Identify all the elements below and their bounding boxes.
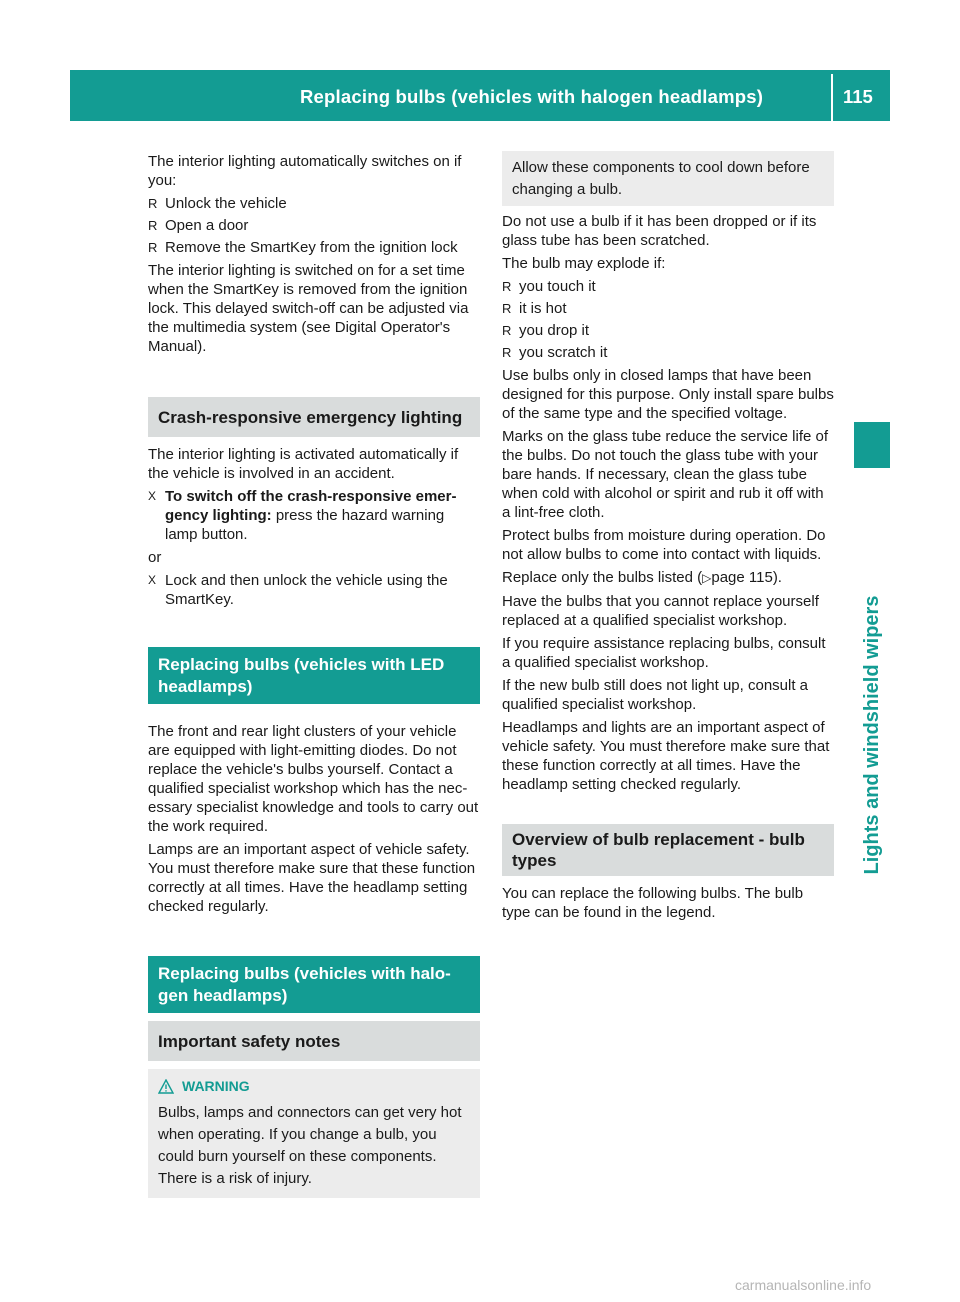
list-item: R Unlock the vehicle [148,195,287,212]
page-ref-icon: ▷ [702,571,712,585]
section-tab-marker [854,422,890,468]
instruction-step [148,571,480,609]
step-label: To switch off the crash-responsive emergency lighting: [165,488,457,524]
explode-intro-text: The bulb may explode if: [502,255,666,272]
explode-list [502,277,834,362]
intro-list [148,194,480,257]
overview-text: You can replace the following bulbs. The bulb type can be found in the legend. [502,885,804,921]
list-item: R you touch it [502,278,596,295]
list-item: R it is hot [502,300,567,317]
new-bulb-text: If the new bulb still does not light up, consult a qualified specialist workshop. [502,677,809,713]
left-column [148,152,480,1198]
warning-label: WARNING [182,1078,250,1094]
arrow-icon: X [148,573,157,587]
bullet-icon: R [148,218,158,233]
closed-lamps-text: Use bulbs only in closed lamps that have been designed for this purpose. Only install spare bulbs of the same type and the specified voltage. [502,367,834,422]
list-item: R you drop it [502,322,590,339]
list-item: R Open a door [148,217,249,234]
safety-notes-heading: Important safety notes [148,1021,480,1061]
led-headlamps-heading: Replacing bulbs (vehicles with LED headlamps) [148,647,480,704]
list-item: R Remove the SmartKey from the ignition lock [148,239,458,256]
overview-heading: Overview of bulb replacement - bulb types [502,824,834,876]
page-number: 115 [843,86,873,107]
replace-only-text: Replace only the bulbs listed (▷page 115). [502,569,782,586]
page-reference-link[interactable]: page 115 [711,569,773,586]
crash-lighting-heading: Crash-responsive emergency lighting [148,397,480,437]
warning-title [158,1077,472,1096]
step-text: press the hazard warning lamp button. [165,507,445,543]
led-text-1: The front and rear light clusters of your vehicle are equipped with light-emitting diodes. Do not replace the vehicle's bulbs yourself. Contact a qualified specialist workshop which has the necessary specialist knowledge and tools to carry out the work required. [148,723,479,835]
bullet-icon: R [502,323,512,338]
bullet-icon: R [148,240,158,255]
warning-triangle-icon [158,1079,174,1094]
arrow-icon: X [148,489,157,503]
vehicle-safety-text: Headlamps and lights are an important aspect of vehicle safety. You must therefore make sure that these function correctly at all times. Have the headlamp setting checked regularly. [502,719,830,793]
right-column [502,152,834,926]
delayed-switch-off-text: The interior lighting is switched on for a set time when the SmartKey is removed from the ignition lock. This delayed switch-off can be adjusted via the multimedia system (see Digital Operator's Manual). [148,262,469,355]
glass-tube-text: Marks on the glass tube reduce the service life of the bulbs. Do not touch the glass tube with your bare hands. If necessary, clean the glass tube when cold with alcohol or spirit and rub it off with a lint-free cloth. [502,428,829,521]
intro-text: The interior lighting automatically switches on if you: [148,153,462,189]
workshop-replace-text: Have the bulbs that you cannot replace yourself replaced at a qualified specialist workshop. [502,593,819,629]
bullet-icon: R [502,279,512,294]
warning-box [148,1069,480,1198]
bullet-icon: R [502,345,512,360]
moisture-text: Protect bulbs from moisture during operation. Do not allow bulbs to come into contact with liquids. [502,527,826,563]
step-text: Lock and then unlock the vehicle using the SmartKey. [165,572,448,608]
halogen-headlamps-heading: Replacing bulbs (vehicles with halogen headlamps) [148,956,480,1013]
header-divider [831,74,833,121]
or-text: or [148,549,162,566]
cool-down-text: Allow these components to cool down before changing a bulb. [512,159,810,198]
instruction-step [148,487,480,544]
footer-watermark: carmanualsonline.info [735,1277,872,1293]
section-side-label-text: Lights and windshield wipers [861,595,883,875]
crash-lighting-text: The interior lighting is activated automatically if the vehicle is involved in an accident. [148,446,459,482]
assistance-text: If you require assistance replacing bulbs, consult a qualified specialist workshop. [502,635,826,671]
bullet-icon: R [502,301,512,316]
cool-down-note [502,151,834,206]
page-title: Replacing bulbs (vehicles with halogen headlamps) [300,86,764,107]
bullet-icon: R [148,196,158,211]
list-item: R you scratch it [502,344,608,361]
led-text-2: Lamps are an important aspect of vehicle safety. You must therefore make sure that these function correctly at all times. Have the headlamp setting checked regularly. [148,841,476,915]
warning-text: Bulbs, lamps and connectors can get very hot when operating. If you change a bulb, you could burn yourself on these components. There is a risk of injury. [158,1104,462,1187]
dropped-bulb-text: Do not use a bulb if it has been dropped or if its glass tube has been scratched. [502,213,817,249]
